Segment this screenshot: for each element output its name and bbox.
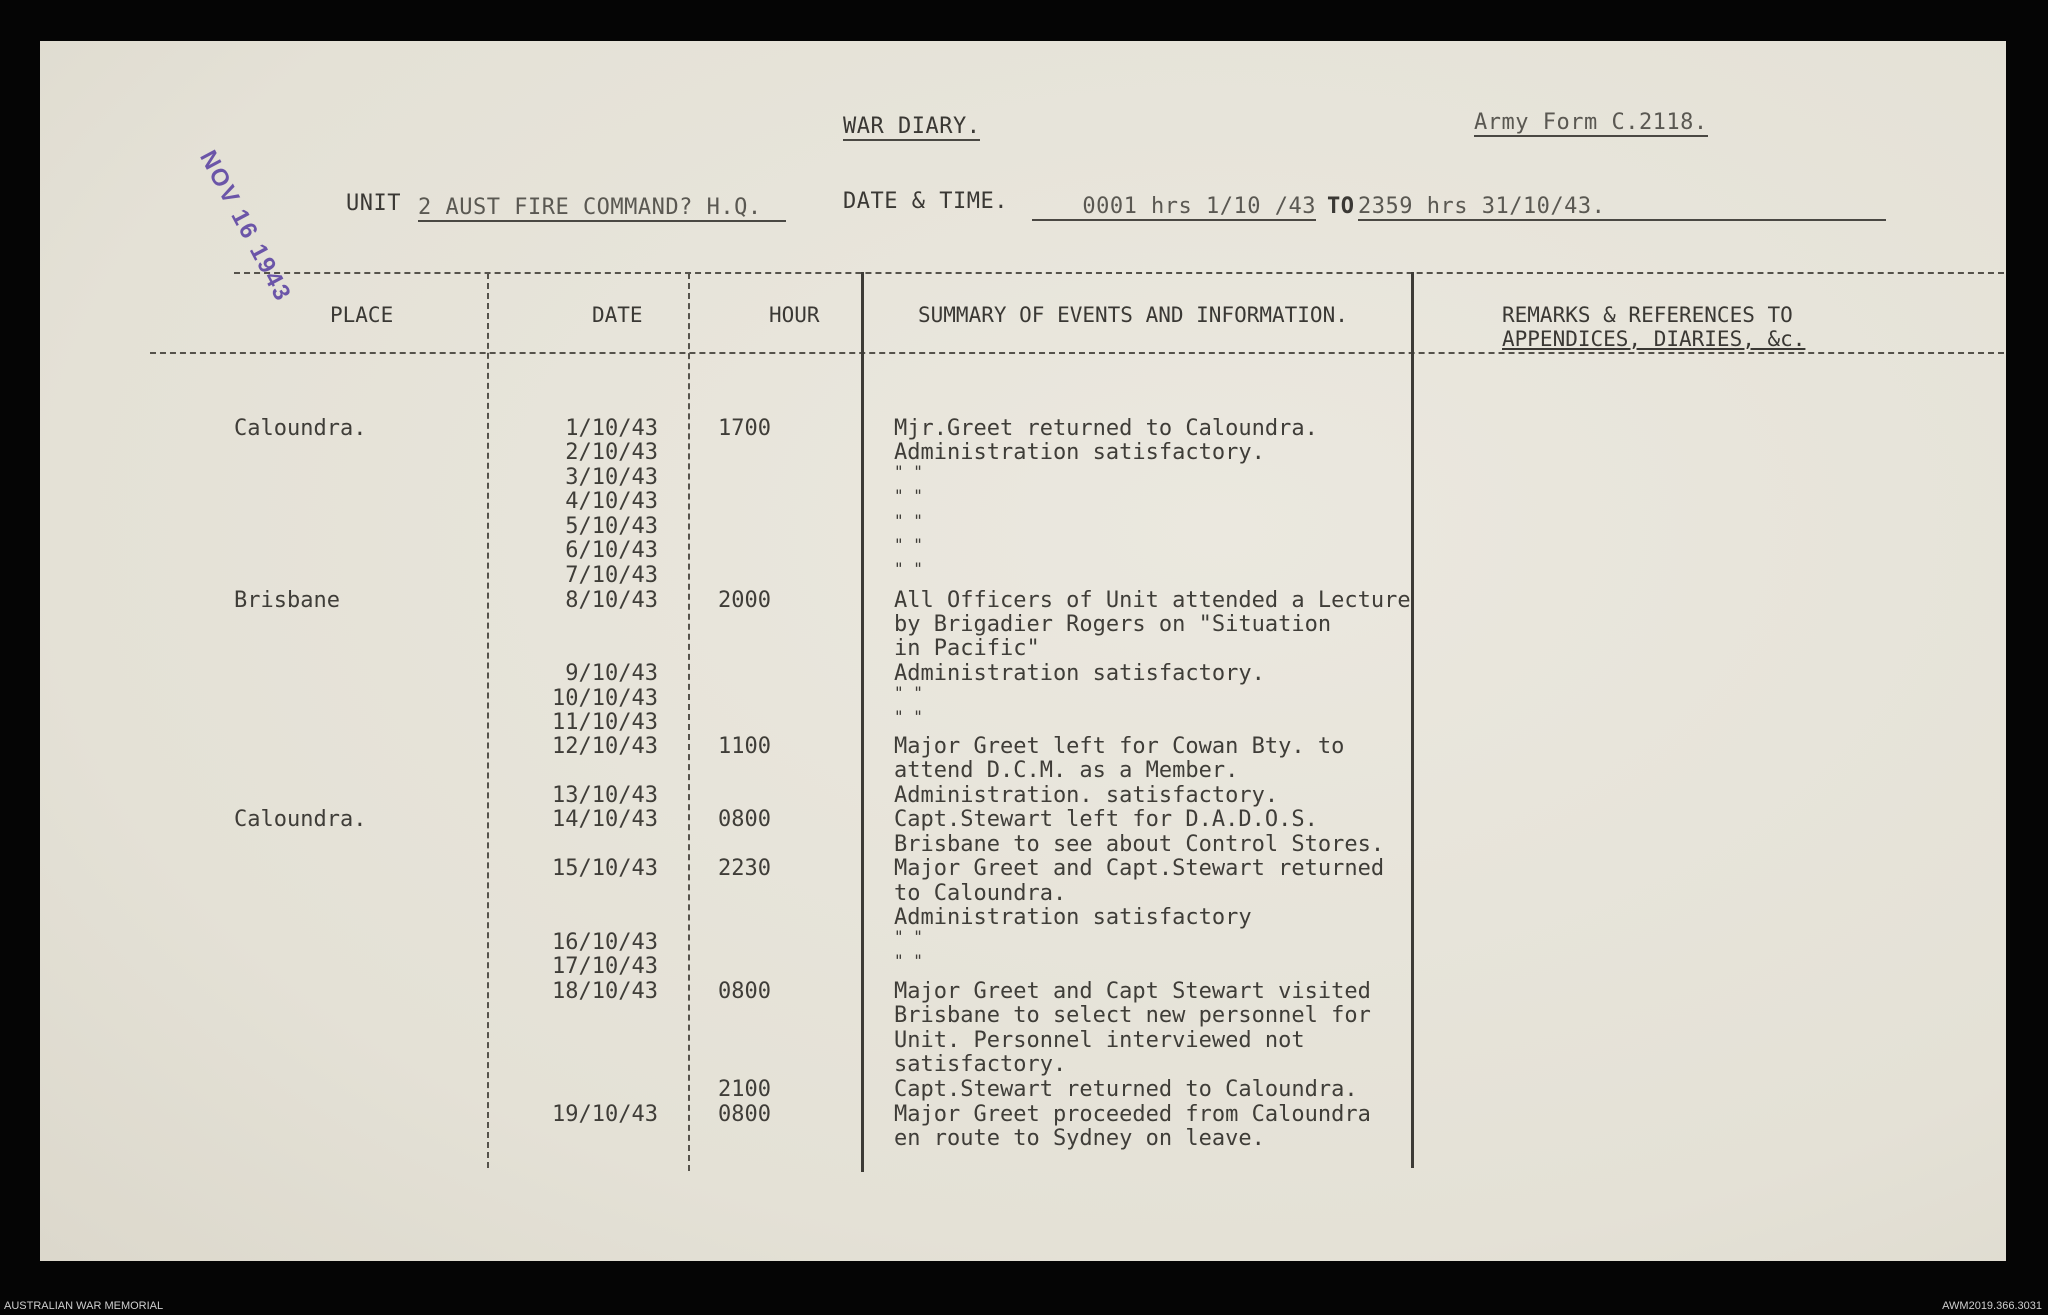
- entry-summary: by Brigadier Rogers on "Situation: [894, 612, 1332, 637]
- entry-summary: " ": [894, 486, 923, 505]
- date-to-label: TO: [1327, 194, 1355, 219]
- entry-summary: in Pacific": [894, 636, 1040, 661]
- column-header-summary: SUMMARY OF EVENTS AND INFORMATION.: [918, 303, 1348, 327]
- column-divider-date: [688, 273, 690, 1171]
- entry-summary: Mjr.Greet returned to Caloundra.: [894, 416, 1318, 441]
- entry-summary: " ": [894, 462, 923, 481]
- table-top-rule: [234, 272, 2004, 274]
- entry-hour: 0800: [718, 807, 771, 832]
- entry-summary: All Officers of Unit attended a Lecture: [894, 588, 1411, 613]
- entry-summary: to Caloundra.: [894, 881, 1067, 906]
- entry-summary: Brisbane to see about Control Stores.: [894, 832, 1385, 857]
- entry-summary: Administration satisfactory: [894, 905, 1252, 930]
- entry-date: 13/10/43: [552, 783, 658, 808]
- entry-summary: " ": [894, 927, 923, 946]
- entry-summary: attend D.C.M. as a Member.: [894, 758, 1239, 783]
- entry-summary: en route to Sydney on leave.: [894, 1126, 1265, 1151]
- entry-summary: Capt.Stewart left for D.A.D.O.S.: [894, 807, 1318, 832]
- entry-date: 19/10/43: [552, 1102, 658, 1127]
- column-header-hour: HOUR: [769, 303, 820, 327]
- entry-summary: Major Greet left for Cowan Bty. to: [894, 734, 1345, 759]
- entry-date: 4/10/43: [565, 489, 658, 514]
- received-date-stamp: NOV 16 1943: [194, 146, 297, 307]
- entry-date: 17/10/43: [552, 954, 658, 979]
- column-divider-place: [487, 273, 489, 1168]
- column-header-remarks-line2: APPENDICES, DIARIES, &c.: [1502, 327, 1806, 351]
- entry-date: 15/10/43: [552, 856, 658, 881]
- entry-summary: Administration satisfactory.: [894, 661, 1265, 686]
- entry-date: 3/10/43: [565, 465, 658, 490]
- entry-summary: Unit. Personnel interviewed not: [894, 1028, 1305, 1053]
- column-divider-hour: [861, 272, 864, 1172]
- date-from-value: 0001 hrs 1/10 /43: [1032, 194, 1316, 221]
- entry-summary: Administration. satisfactory.: [894, 783, 1279, 808]
- entry-date: 18/10/43: [552, 979, 658, 1004]
- entry-summary: Major Greet and Capt.Stewart returned: [894, 856, 1385, 881]
- column-divider-summary: [1411, 272, 1414, 1168]
- entry-summary: " ": [894, 511, 923, 530]
- entry-summary: " ": [894, 707, 923, 726]
- army-form-number: Army Form C.2118.: [1474, 110, 1708, 135]
- entry-place: Caloundra.: [234, 416, 367, 441]
- entry-summary: " ": [894, 683, 923, 702]
- entry-hour: 1100: [718, 734, 771, 759]
- entry-summary: Administration satisfactory.: [894, 440, 1265, 465]
- entry-date: 8/10/43: [565, 588, 658, 613]
- unit-value: 2 AUST FIRE COMMAND? H.Q.: [418, 195, 786, 222]
- page-title: WAR DIARY.: [843, 114, 981, 139]
- entry-summary: Capt.Stewart returned to Caloundra.: [894, 1077, 1358, 1102]
- entry-date: 12/10/43: [552, 734, 658, 759]
- entry-hour: 2100: [718, 1077, 771, 1102]
- table-header-rule: [150, 352, 2004, 354]
- entry-date: 10/10/43: [552, 686, 658, 711]
- entry-summary: Brisbane to select new personnel for: [894, 1003, 1371, 1028]
- entry-hour: 0800: [718, 1102, 771, 1127]
- entry-hour: 2000: [718, 588, 771, 613]
- date-time-label: DATE & TIME.: [843, 189, 1008, 214]
- archive-reference: AWM2019.366.3031: [1942, 1300, 2042, 1312]
- entry-date: 11/10/43: [552, 710, 658, 735]
- entry-summary: satisfactory.: [894, 1052, 1067, 1077]
- entry-hour: 1700: [718, 416, 771, 441]
- entry-date: 6/10/43: [565, 538, 658, 563]
- entry-summary: " ": [894, 535, 923, 554]
- entry-place: Caloundra.: [234, 807, 367, 832]
- entry-hour: 0800: [718, 979, 771, 1004]
- entry-place: Brisbane: [234, 588, 340, 613]
- entry-summary: " ": [894, 559, 923, 578]
- column-header-remarks-line1: REMARKS & REFERENCES TO: [1502, 303, 1793, 327]
- entry-summary: Major Greet proceeded from Caloundra: [894, 1102, 1371, 1127]
- unit-label: UNIT: [346, 191, 401, 216]
- entry-date: 9/10/43: [565, 661, 658, 686]
- entry-date: 14/10/43: [552, 807, 658, 832]
- entry-date: 1/10/43: [565, 416, 658, 441]
- column-header-date: DATE: [592, 303, 643, 327]
- entry-date: 16/10/43: [552, 930, 658, 955]
- entry-summary: " ": [894, 951, 923, 970]
- date-to-value: 2359 hrs 31/10/43.: [1358, 194, 1886, 221]
- entry-date: 7/10/43: [565, 563, 658, 588]
- entry-summary: Major Greet and Capt Stewart visited: [894, 979, 1371, 1004]
- archive-credit: AUSTRALIAN WAR MEMORIAL: [4, 1300, 164, 1312]
- entry-hour: 2230: [718, 856, 771, 881]
- entry-date: 5/10/43: [565, 514, 658, 539]
- column-header-place: PLACE: [330, 303, 394, 327]
- entry-date: 2/10/43: [565, 440, 658, 465]
